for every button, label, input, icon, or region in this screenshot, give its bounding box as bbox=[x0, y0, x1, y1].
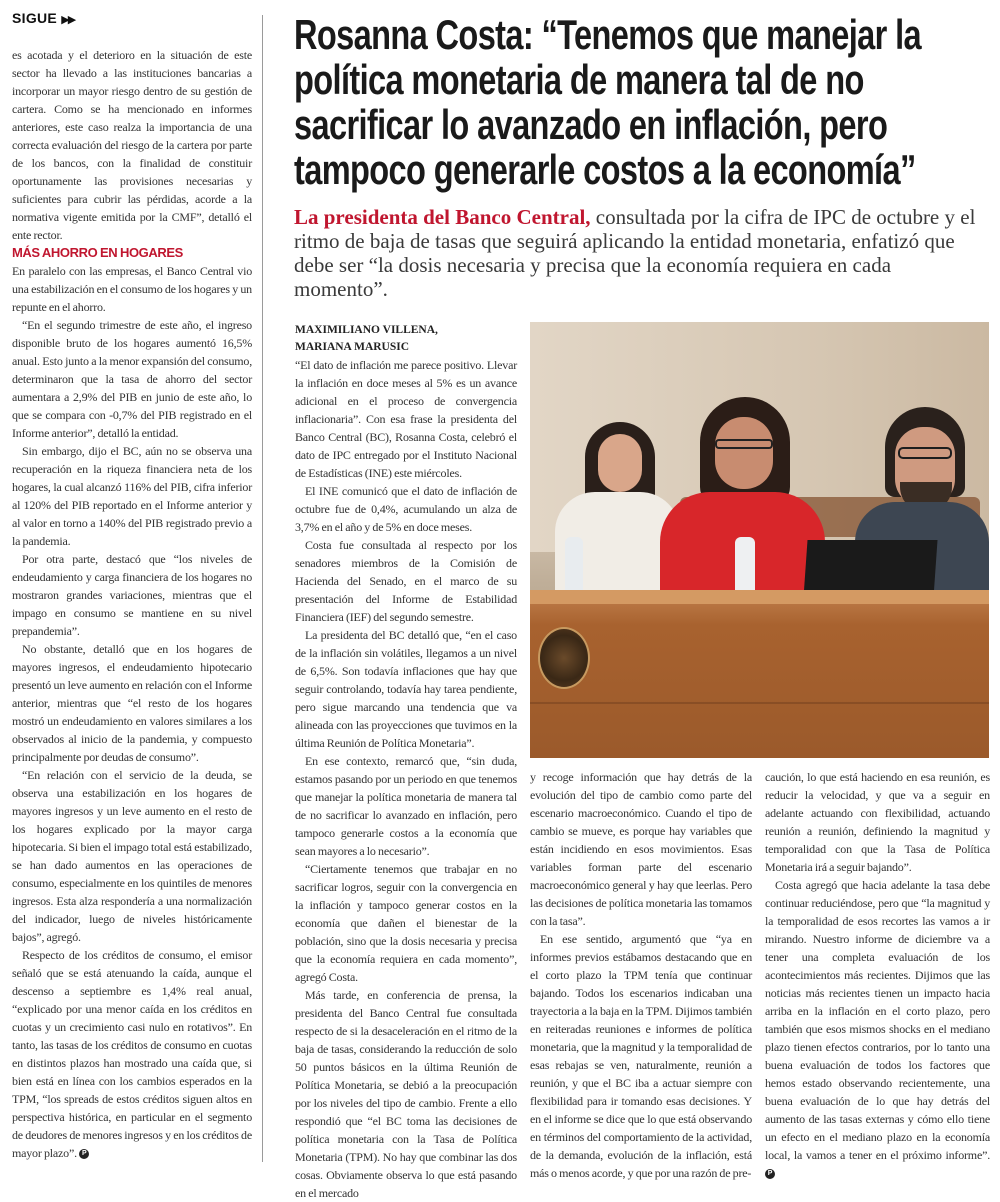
press-photo bbox=[530, 322, 989, 758]
paragraph: En paralelo con las empresas, el Banco Central vio una estabilización en el consumo de los hogares y un repunte en el ahorro. bbox=[12, 264, 252, 314]
headline-line: sacrificar lo avanzado en inflación, pero bbox=[294, 101, 888, 148]
paragraph: “Ciertamente tenemos que trabajar en no sacrificar logros, seguir con la convergencia en la inflación y tampoco generar costos en la economía que dañen el bienestar de la población, sino que la dosis necesaria y precisa que la economía requiera en cada momento”, agregó Costa. bbox=[295, 862, 517, 984]
paragraph: Por otra parte, destacó que “los niveles de endeudamiento y carga financiera de los hogares no mostraron grandes variaciones, mientras que el impago en consumo se mantiene en su nivel prepandemia”. bbox=[12, 552, 252, 638]
paragraph: La presidenta del BC detalló que, “en el caso de la inflación sin volátiles, llegamos a un nivel de 6,5%. Son todavía inflaciones que hay que seguir controlando, todavía hay tarea pendiente, pero sigue marcando una tendencia que va alineada con las proyecciones que tuvimos en la última Reunión de Política Monetaria”. bbox=[295, 628, 517, 750]
headline-line: Rosanna Costa: “Tenemos que manejar la bbox=[294, 11, 922, 58]
end-mark-icon: P bbox=[765, 1169, 775, 1179]
paragraph: En ese sentido, argumentó que “ya en informes previos estábamos destacando que en el corto plazo la TPM tenía que continuar bajando. Todos los escenarios indicaban una trayectoria a la baja en la TPM. Dijimos también en reiteradas reuniones e informes de política monetaria, que la magnitud y la temporalidad de esas rebajas se ven, naturalmente, reunión a reunión, y que el BC iba a actuar siempre con flexibilidad para ir tomando esas decisiones. Y en el informe se dice que lo que está observando en términos del comportamiento de la actividad, de la demanda, evolución de la inflación, está más o menos acorde, y que por una razón de pre- bbox=[530, 932, 752, 1180]
headline-line: tampoco generarle costos a la economía” bbox=[294, 146, 916, 193]
paragraph-text: Respecto de los créditos de consumo, el emisor señaló que se está atenuando la caída, aunque el descenso a septiembre es 1,4% real anual, “explicado por una menor caída en los créditos en cuotas y un crecimiento casi nulo en rotativos”. En tanto, las tasas de los créditos de consumo en cuotas en distintos plazos han mostrado una caída que, si bien está en línea con los cambios esperados en la TPM, “los spreads de estos créditos siguen altos en perspectiva histórica, en particular en el segmento de deudores de menores ingresos y en los créditos de mayor plazo”. bbox=[12, 948, 252, 1160]
column-divider bbox=[262, 15, 263, 1162]
headline bbox=[294, 12, 994, 192]
deck-lead: La presidenta del Banco Central, bbox=[294, 205, 591, 229]
author: MAXIMILIANO VILLENA, bbox=[295, 324, 438, 336]
paragraph: “En el segundo trimestre de este año, el ingreso disponible bruto de los hogares aumentó 16,5% anual. Esto junto a la menor expansión del consumo, determinaron que la tasa de ahorro del sector aumentara a 2,9% del PIB en junio de este año, lo que se compara con -0,7% del PIB registrado en el Informe anterior”, detalló la entidad. bbox=[12, 318, 252, 440]
paragraph: Costa fue consultada al respecto por los senadores miembros de la Comisión de Hacienda del Senado, en el marco de su presentación del Informe de Estabilidad Financiera (IEF) del segundo semestre. bbox=[295, 538, 517, 624]
continued-label: SIGUE bbox=[12, 10, 58, 26]
double-arrow-right-icon: ▶▶ bbox=[61, 14, 75, 26]
deck-summary bbox=[294, 205, 990, 301]
byline bbox=[295, 322, 517, 356]
paragraph: Más tarde, en conferencia de prensa, la presidenta del Banco Central fue consultada respecto de si la desaceleración en el ritmo de la baja de tasas, considerando la reducción de solo 50 puntos básicos en la última Reunión de Política Monetaria, se debió a la preocupación por los niveles del tipo de cambio. Frente a ello respondió que “el BC toma las decisiones de política monetaria con la Tasa de Política Monetaria (TPM). No hay que combinar las dos cosas. Obviamente observa lo que está pasando en el mercado bbox=[295, 988, 517, 1200]
article-column-1 bbox=[295, 356, 517, 1202]
paragraph: “El dato de inflación me parece positivo. Llevar la inflación en doce meses al 5% es un avance adicional en el proceso de convergencia inflacionaria”. Con esa frase la presidenta del Banco Central (BC), Rosanna Costa, celebró el dato de IPC entregado por el Instituto Nacional de Estadísticas (INE) este miércoles. bbox=[295, 358, 517, 480]
paragraph: En ese contexto, remarcó que, “sin duda, estamos pasando por un periodo en que tenemos que manejar la política monetaria de manera tal de no sacrificar lo avanzado en inflación, pero tampoco generarle costos a la economía que sean mayores a lo necesario”. bbox=[295, 754, 517, 858]
central-bank-seal bbox=[538, 627, 590, 689]
article-column-2 bbox=[530, 768, 752, 1182]
left-column-article bbox=[12, 46, 252, 1162]
paragraph-text: Costa agregó que hacia adelante la tasa debe continuar reduciéndose, pero que “la magnitud y la temporalidad de esos recortes las vamos a ir mirando. Nuestro informe de diciembre va a tener una completa evaluación de los acontecimientos más recientes. Dijimos que las noticias más recientes tienen un impacto hacia arriba en la inflación en el corto plazo, pero también que esos mismos shocks en el mediano plazo tienen efectos contrarios, por lo tanto una buena evaluación de todos los factores que hemos estado observando recientemente, una buena evaluación de lo que hay detrás del aumento de las tasas externas y cómo ello tiene un efecto en el mediano plazo en la economía local, la vamos a tener en el próximo informe”. bbox=[765, 878, 990, 1162]
section-subheading: MÁS AHORRO EN HOGARES bbox=[12, 245, 183, 260]
article-column-3 bbox=[765, 768, 990, 1182]
paragraph: No obstante, detalló que en los hogares de mayores ingresos, el endeudamiento hipotecario presentó un leve aumento en relación con el Informe anterior, mientras que “el resto de los hogares mostró un endeudamiento en valores similares a los observados al inicio de la pandemia, y compuesto principalmente por deudas de consumo”. bbox=[12, 642, 252, 764]
paragraph: y recoge información que hay detrás de la evolución del tipo de cambio como parte del escenario macroeconómico. Cuando el tipo de cambio se mueve, es porque hay variables que están incidiendo en esos movimientos. Esas variables forman parte del escenario macroeconómico general y hay que leerlas. Pero las decisiones de política monetaria las tomamos con la tasa”. bbox=[530, 770, 752, 928]
paragraph: “En relación con el servicio de la deuda, se observa una estabilización en los hogares de mayores ingresos y un leve aumento en el resto de los hogares explicado por la mayor carga hipotecaria. Si bien el impago total está estabilizado, se han dado aumentos en las operaciones de consumo, especialmente en los quintiles de menores ingresos. Esta alza respondería a una normalización del indicador, luego de niveles históricamente bajos”, agregó. bbox=[12, 768, 252, 944]
paragraph: es acotada y el deterioro en la situación de este sector ha llevado a las instituciones bancarias a incorporar un mayor riesgo dentro de su gestión de cartera. Como se ha mencionado en informes anteriores, este caso realza la importancia de una correcta evaluación del riesgo de la cartera por parte de los bancos, con la finalidad de constituir oportunamente las provisiones necesarias y suficientes para cubrir las pérdidas, acorde a la normativa vigente emitida por la CMF”, detalló el ente rector. bbox=[12, 48, 252, 242]
paragraph bbox=[765, 876, 990, 1182]
paragraph: Sin embargo, dijo el BC, aún no se observa una recuperación en la riqueza financiera neta de los hogares, la cual alcanzó 116% del PIB, cifra inferior al 120% del PIB reportado en el Informe anterior y al valor en torno a 140% del PIB registrado previo a la pandemia. bbox=[12, 444, 252, 548]
paragraph: El INE comunicó que el dato de inflación de octubre fue de 0,4%, acumulando un alza de 3,7% en el año y de 5% en doce meses. bbox=[295, 484, 517, 534]
deck-text: consultada por la cifra de IPC de octubre y el ritmo de baja de tasas que seguirá aplicando la entidad monetaria, enfatizó que debe ser “la dosis necesaria y precisa que la economía requiera en cada momento”. bbox=[294, 205, 976, 301]
headline-line: política monetaria de manera tal de no bbox=[294, 56, 864, 103]
continued-marker bbox=[12, 10, 74, 26]
desk bbox=[530, 592, 989, 758]
paragraph: caución, lo que está haciendo en esa reunión, es reducir la velocidad, y que va a seguir en adelante actuando con flexibilidad, actuando reunión a reunión, definiendo la magnitud y temporalidad con que la Tasa de Política Monetaria irá a seguir bajando”. bbox=[765, 770, 990, 874]
paragraph bbox=[12, 946, 252, 1162]
author: MARIANA MARUSIC bbox=[295, 341, 410, 353]
end-mark-icon: P bbox=[79, 1149, 89, 1159]
